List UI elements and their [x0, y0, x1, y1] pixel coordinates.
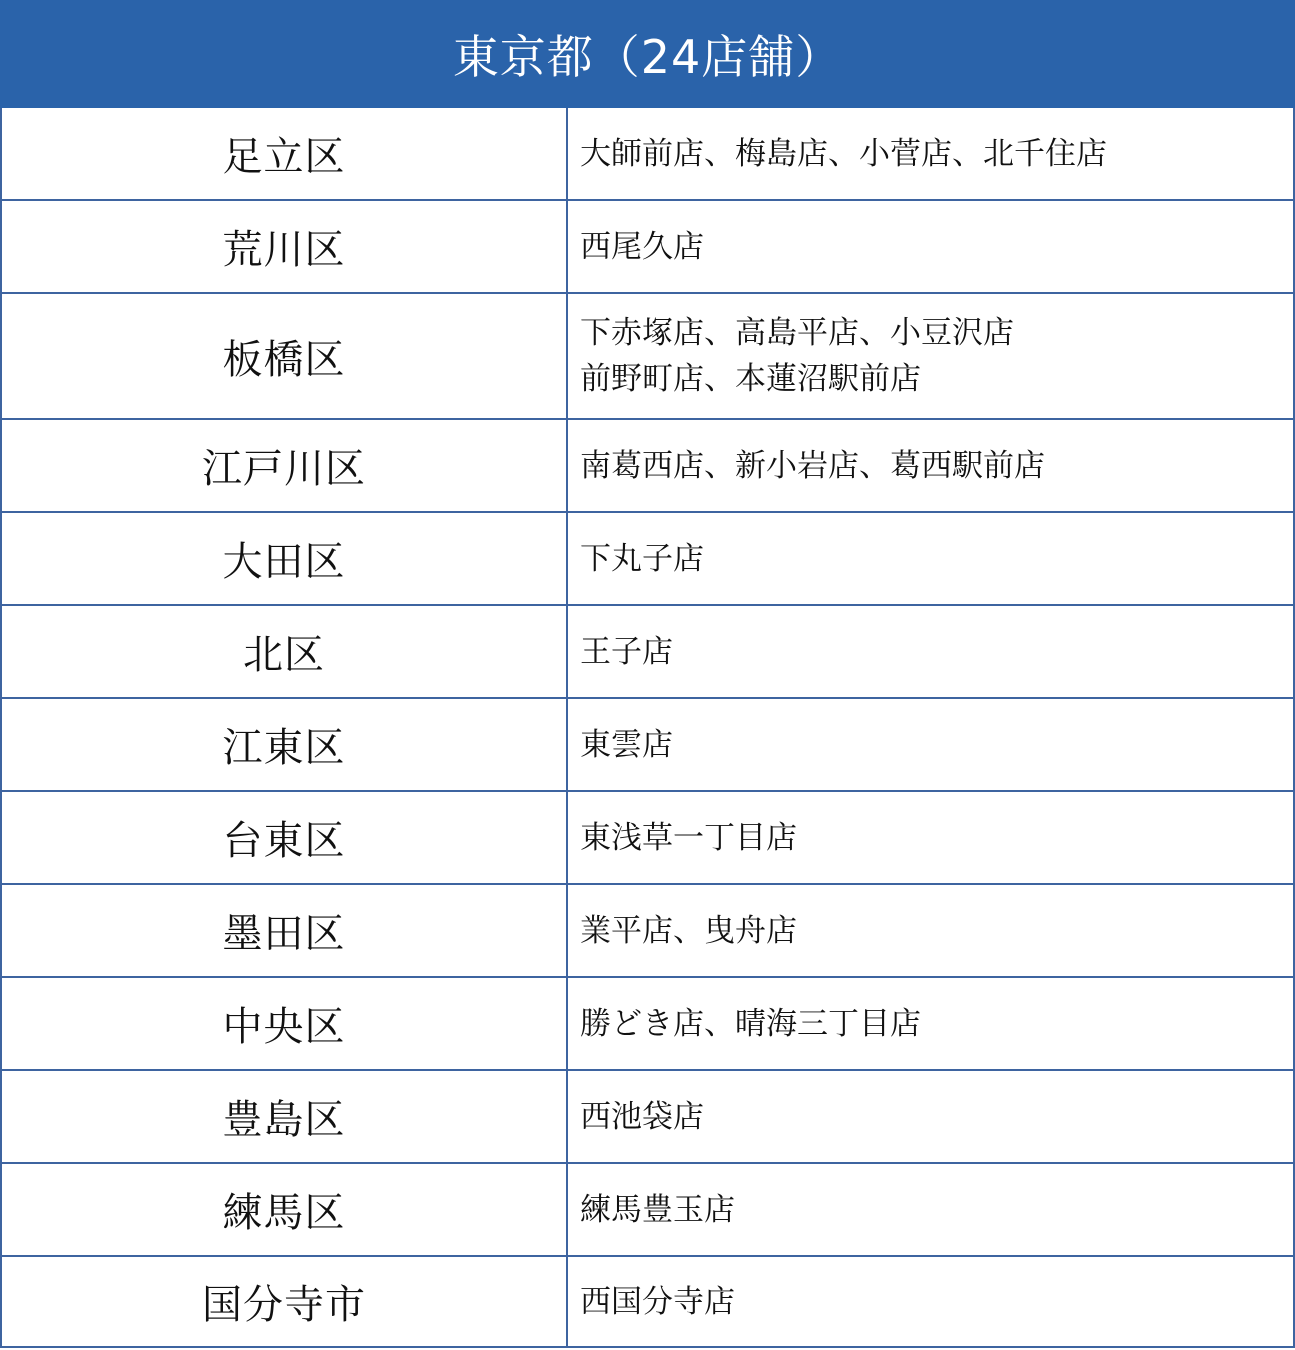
- store-line: 業平店、曳舟店: [580, 912, 797, 949]
- store-line: 東浅草一丁目店: [580, 819, 797, 856]
- store-line: 東雲店: [580, 726, 673, 763]
- area-cell: 国分寺市: [2, 1257, 568, 1346]
- area-cell: 台東区: [2, 792, 568, 883]
- table-row: [2, 513, 1293, 606]
- store-line: 前野町店、本蓮沼駅前店: [580, 361, 921, 397]
- table-row: [2, 1257, 1293, 1348]
- table-row: [2, 978, 1293, 1071]
- table-row: [2, 699, 1293, 792]
- table-row: [2, 1071, 1293, 1164]
- store-line: 練馬豊玉店: [580, 1191, 735, 1228]
- area-cell: 練馬区: [2, 1164, 568, 1255]
- stores-cell: [568, 513, 1293, 604]
- store-line: 西尾久店: [580, 228, 704, 265]
- store-line: 下赤塚店、高島平店、小豆沢店: [580, 315, 1014, 351]
- area-cell: 墨田区: [2, 885, 568, 976]
- table-header: [0, 0, 1295, 108]
- stores-cell: [568, 1071, 1293, 1162]
- stores-cell: [568, 201, 1293, 292]
- store-line: 下丸子店: [580, 540, 704, 577]
- table-body: [0, 108, 1295, 1348]
- stores-cell: [568, 978, 1293, 1069]
- header-title: 東京都（24店舗）: [452, 30, 843, 84]
- table-row: [2, 420, 1293, 513]
- table-row: [2, 108, 1293, 201]
- table-row: [2, 201, 1293, 294]
- table-row: [2, 606, 1293, 699]
- store-line: 南葛西店、新小岩店、葛西駅前店: [580, 447, 1045, 484]
- area-cell: 北区: [2, 606, 568, 697]
- area-cell: 荒川区: [2, 201, 568, 292]
- stores-cell: [568, 1257, 1293, 1346]
- stores-cell: [568, 1164, 1293, 1255]
- area-cell: 江東区: [2, 699, 568, 790]
- store-line: 西池袋店: [580, 1098, 704, 1135]
- stores-cell: [568, 792, 1293, 883]
- table-row: [2, 294, 1293, 420]
- store-line: 勝どき店、晴海三丁目店: [580, 1005, 921, 1042]
- table-row: [2, 792, 1293, 885]
- stores-cell: [568, 294, 1293, 418]
- stores-cell: [568, 699, 1293, 790]
- area-cell: 中央区: [2, 978, 568, 1069]
- area-cell: 足立区: [2, 108, 568, 199]
- area-cell: 江戸川区: [2, 420, 568, 511]
- table-row: [2, 1164, 1293, 1257]
- area-cell: 大田区: [2, 513, 568, 604]
- area-cell: 豊島区: [2, 1071, 568, 1162]
- store-line: 西国分寺店: [580, 1283, 735, 1320]
- stores-cell: [568, 108, 1293, 199]
- stores-cell: [568, 606, 1293, 697]
- table-row: [2, 885, 1293, 978]
- stores-cell: [568, 420, 1293, 511]
- store-line: 王子店: [580, 633, 673, 670]
- store-line: 大師前店、梅島店、小菅店、北千住店: [580, 135, 1107, 172]
- stores-cell: [568, 885, 1293, 976]
- area-cell: 板橋区: [2, 294, 568, 418]
